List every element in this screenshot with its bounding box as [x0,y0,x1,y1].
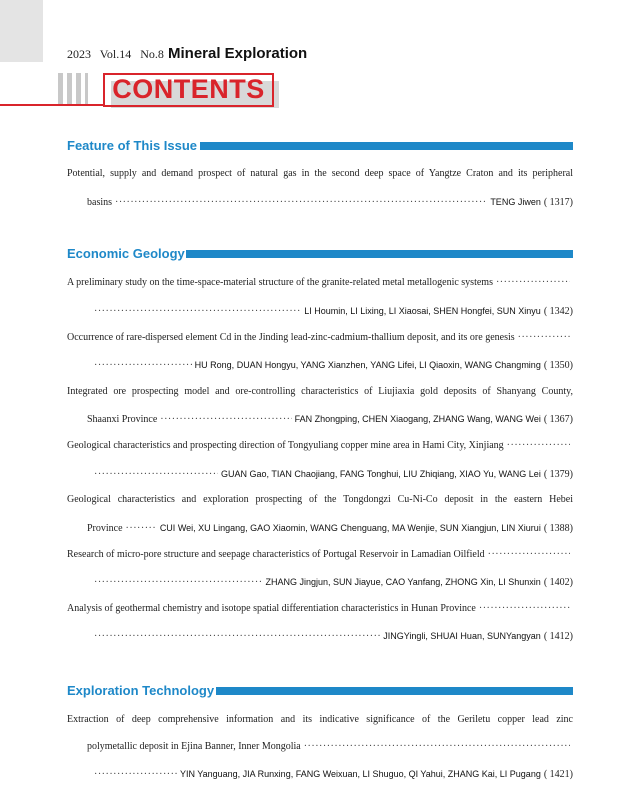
issue-volume: Vol.14 [99,47,132,61]
leader-dots [94,306,301,318]
section-bar [216,687,573,695]
article-byline[interactable] [91,768,573,781]
leader-dots [518,332,570,344]
article-title-cont: polymetallic deposit in Ejina Banner, Inner Mongolia [87,741,301,752]
article-byline[interactable] [91,305,573,318]
article-title-text: Geological characteristics and exploration prospecting of the Tongdongzi Cu-Ni-Co deposit in the eastern Hebei [67,494,573,505]
article-page: ( 1388) [543,523,573,534]
issue-year: 2023 [67,47,91,61]
article-title[interactable] [67,386,573,398]
article-title[interactable] [67,714,573,726]
leader-dots [126,523,157,535]
section-title-feature: Feature of This Issue [67,138,198,153]
header-gray-block [0,0,43,62]
leader-dots [94,769,177,781]
article-authors: ZHANG Jingjun, SUN Jiayue, CAO Yanfang, ZHONG Xin, LI Shunxin [265,577,541,587]
header-red-rule [0,104,103,106]
section-title-economic-geology: Economic Geology [67,246,185,261]
issue-meta [67,47,170,62]
article-page: ( 1402) [543,577,573,588]
article-page: ( 1342) [543,306,573,317]
leader-dots [94,631,380,643]
article-byline[interactable] [87,522,573,535]
article-byline[interactable] [87,413,573,426]
article-authors: LI Houmin, LI Lixing, LI Xiaosai, SHEN Hongfei, SUN Xinyu [304,306,541,316]
article-title[interactable] [67,277,573,289]
leader-dots [94,360,192,372]
article-authors: CUI Wei, XU Lingang, GAO Xiaomin, WANG Chenguang, MA Wenjie, SUN Xiangjun, LIN Xiurui [159,523,541,533]
article-title[interactable] [67,332,573,344]
section-title-exploration-technology: Exploration Technology [67,683,215,698]
header-stripes-decoration [58,73,88,106]
article-title-cont: Shaanxi Province [87,414,158,425]
article-page: ( 1350) [543,360,573,371]
leader-dots [115,197,487,209]
article-byline[interactable] [91,359,573,372]
article-title[interactable] [67,168,573,180]
article-byline[interactable] [87,196,573,209]
leader-dots [507,440,570,452]
article-title-text: Potential, supply and demand prospect of natural gas in the second deep space of Yangtze Craton and its peripheral [67,168,573,179]
article-authors: HU Rong, DUAN Hongyu, YANG Xianzhen, YANG Lifei, LI Qiaoxin, WANG Changming [194,360,541,370]
article-title-text: Geological characteristics and prospecting direction of Tongyuliang copper mine area in Hami City, Xinjiang [67,440,504,451]
article-authors: YIN Yanguang, JIA Runxing, FANG Weixuan, LI Shuguo, QI Yahui, ZHANG Kai, LI Pugang [179,769,541,779]
article-title[interactable] [67,494,573,506]
article-authors: JINGYingli, SHUAI Huan, SUNYangyan [383,631,541,641]
section-bar [200,142,573,150]
article-title-text: Integrated ore prospecting model and ore-controlling characteristics of Liujiaxia gold deposits of Shanyang County, [67,386,573,397]
article-title[interactable] [67,549,573,561]
article-page: ( 1317) [543,197,573,208]
contents-banner [103,73,274,107]
article-title-text: Extraction of deep comprehensive information and its indicative significance of the Geriletu copper lead zinc [67,714,573,725]
article-authors: GUAN Gao, TIAN Chaojiang, FANG Tonghui, LIU Zhiqiang, XIAO Yu, WANG Lei [221,469,541,479]
article-title[interactable] [67,440,573,452]
article-byline[interactable] [91,576,573,589]
section-bar [186,250,573,258]
article-byline[interactable] [91,630,573,643]
article-title-cont: basins [87,197,112,208]
article-page: ( 1421) [543,769,573,780]
article-authors: TENG Jiwen [490,197,541,207]
article-title[interactable] [67,603,573,615]
article-title-text: A preliminary study on the time-space-material structure of the granite-related metal metallogenic systems [67,277,493,288]
leader-dots [496,277,570,289]
leader-dots [479,603,570,615]
issue-number: No.8 [140,47,164,61]
article-page: ( 1367) [543,414,573,425]
article-title-text: Occurrence of rare-dispersed element Cd in the Jinding lead-zinc-cadmium-thallium deposit, and its ore genesis [67,332,515,343]
leader-dots [160,414,291,426]
journal-title: Mineral Exploration [168,45,308,62]
leader-dots [488,549,570,561]
contents-label: CONTENTS [112,74,265,104]
article-byline[interactable] [91,468,573,481]
article-page: ( 1412) [543,631,573,642]
article-title-text: Research of micro-pore structure and seepage characteristics of Portugal Reservoir in Lamadian Oilfield [67,549,485,560]
article-title-cont: Province [87,523,123,534]
article-authors: FAN Zhongping, CHEN Xiaogang, ZHANG Wang, WANG Wei [294,414,541,424]
leader-dots [94,469,218,481]
leader-dots [304,741,570,753]
leader-dots [94,577,263,589]
article-title-cont-line[interactable] [87,741,573,753]
article-title-text: Analysis of geothermal chemistry and isotope spatial differentiation characteristics in Hunan Province [67,603,476,614]
article-page: ( 1379) [543,469,573,480]
